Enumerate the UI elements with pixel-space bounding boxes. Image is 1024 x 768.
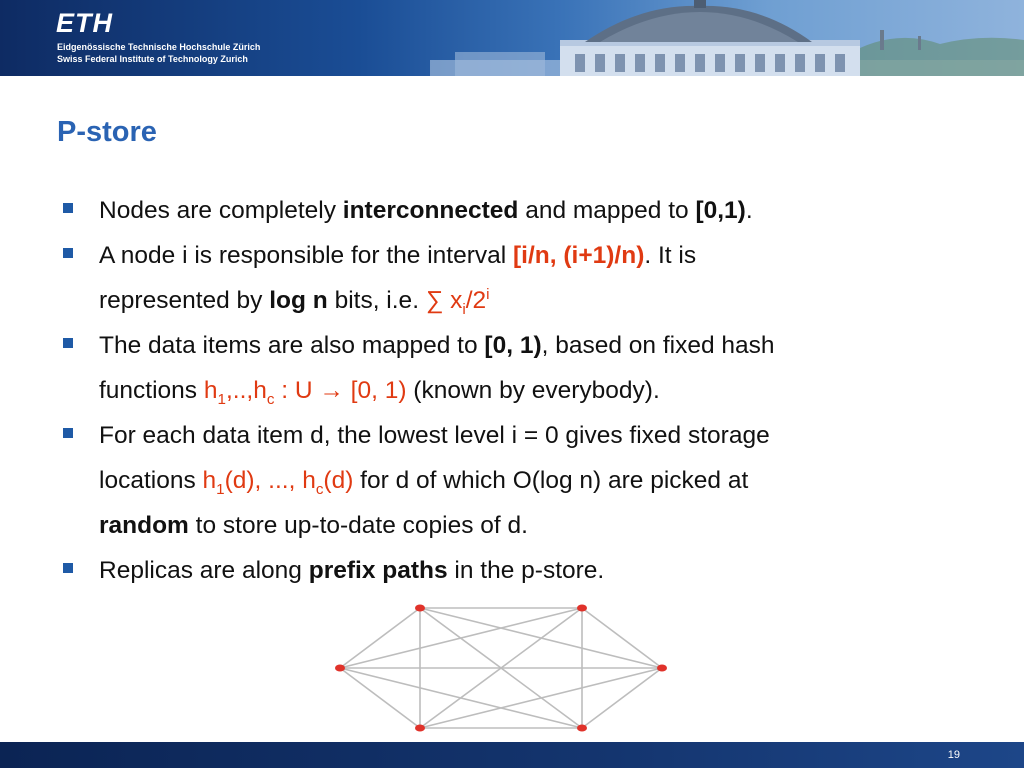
graph-node [335,665,345,672]
eth-logo: ETH [56,8,113,38]
footer-bar [0,742,1024,768]
bullet-item-4: For each data item d, the lowest level i = 0 gives fixed storage locations $h_1(d)$, ..., $h_c(d)$ for d of which O(log n) are picked at random to store up-to-date copies of d. [99,413,979,548]
header-banner [0,0,1024,76]
graph-edge [340,608,582,668]
bullet-square-icon [63,338,73,348]
building-skyline-image [0,0,1024,76]
graph-edge [582,668,662,728]
institution-name-german: Eidgenössische Technische Hochschule Zürich [57,42,261,52]
bullet-item-5: Replicas are along prefix paths in the p-store. [99,548,979,593]
bullet-item-2: A node i is responsible for the interval [i/n, (i+1)/n). It is represented by log n bits, i.e. ∑ $x_i/2^i$ [99,233,979,323]
graph-edge [340,608,420,668]
graph-edge [420,668,662,728]
graph-node [577,725,587,732]
graph-edge [340,668,420,728]
bullet-square-icon [63,248,73,258]
slide-title: P-store [57,116,157,148]
page-number: 19 [947,749,960,761]
graph-edge [582,608,662,668]
graph-node [577,605,587,612]
bullet-item-1: Nodes are completely interconnected and mapped to [0,1). [99,188,979,233]
graph-node [415,605,425,612]
complete-graph-diagram [320,596,680,736]
graph-node [657,665,667,672]
graph-edge [340,668,582,728]
bullet-square-icon [63,428,73,438]
institution-name-english: Swiss Federal Institute of Technology Zurich [57,54,248,64]
bullet-square-icon [63,563,73,573]
graph-node [415,725,425,732]
bullet-item-3: The data items are also mapped to [0, 1), based on fixed hash functions $h_1,..,h_c$ : U → [0, 1) (known by everybody). [99,323,979,413]
bullet-square-icon [63,203,73,213]
